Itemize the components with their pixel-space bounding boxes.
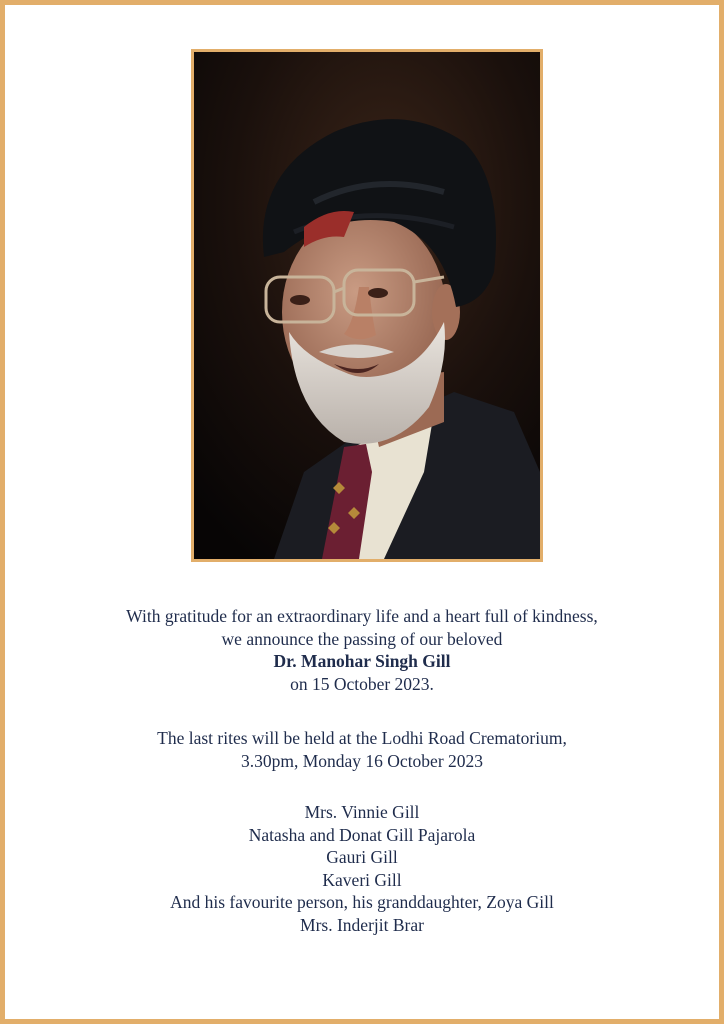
rites-line-2: 3.30pm, Monday 16 October 2023 bbox=[240, 750, 484, 771]
portrait-photo bbox=[191, 49, 543, 562]
date-of-passing: on 15 October 2023. bbox=[290, 673, 434, 694]
deceased-name: Dr. Manohar Singh Gill bbox=[273, 651, 451, 672]
family-member: Natasha and Donat Gill Pajarola bbox=[248, 824, 476, 845]
rites-block bbox=[5, 727, 719, 772]
announcement-block bbox=[5, 605, 719, 695]
portrait-image bbox=[194, 52, 540, 559]
family-member: And his favourite person, his granddaughter, Zoya Gill bbox=[170, 892, 554, 913]
announcement-line-2: we announce the passing of our beloved bbox=[221, 628, 503, 649]
family-member: Kaveri Gill bbox=[322, 869, 402, 890]
family-member: Gauri Gill bbox=[326, 847, 398, 868]
rites-line-1: The last rites will be held at the Lodhi Road Crematorium, bbox=[157, 728, 567, 748]
family-list bbox=[5, 801, 719, 937]
family-member: Mrs. Inderjit Brar bbox=[300, 914, 424, 935]
announcement-line-1: With gratitude for an extraordinary life and a heart full of kindness, bbox=[126, 606, 598, 626]
family-member: Mrs. Vinnie Gill bbox=[304, 802, 420, 822]
